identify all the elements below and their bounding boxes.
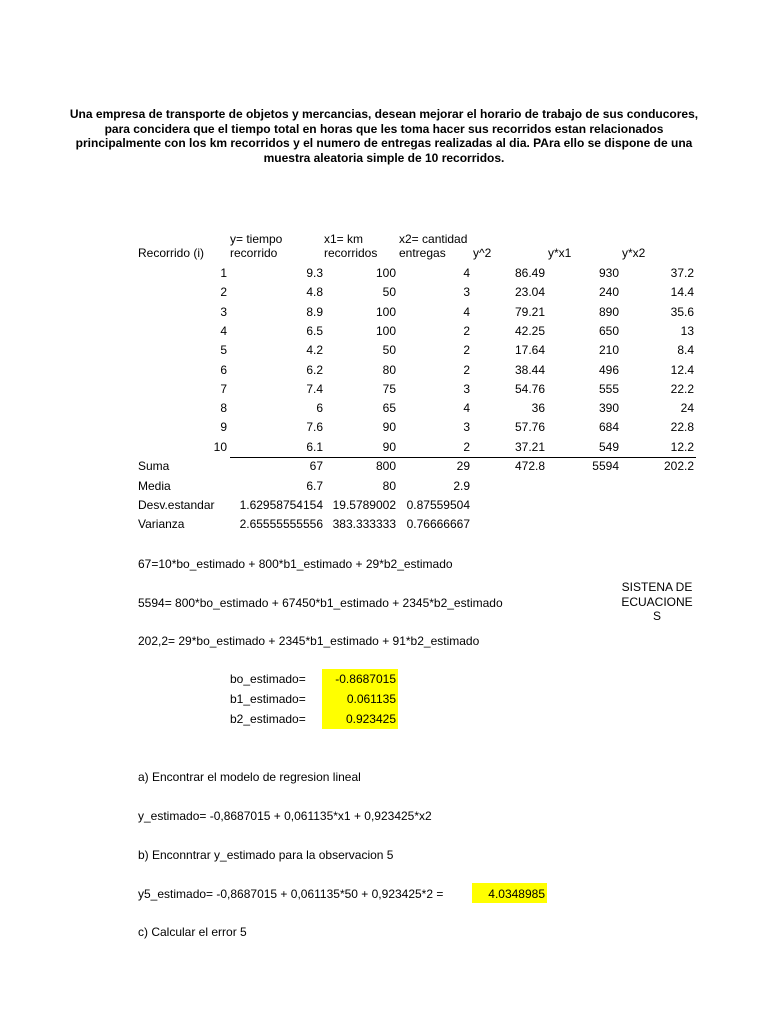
intro-line: principalmente con los km recorridos y el numero de entregas realizadas al dia. PAra ello se dispone de una [75,136,693,150]
row-y: 8.9 [306,304,323,319]
row-x1: 50 [382,285,396,300]
varianza-y: 2.65555555556 [239,517,323,531]
media-x1: 80 [382,479,396,493]
suma-yx1: 5594 [592,459,619,473]
suma-y2: 472.8 [514,459,545,473]
row-x2: 2 [463,343,470,358]
row-x2: 4 [463,401,470,416]
suma-x2: 29 [456,459,470,473]
row-yx2: 24 [680,401,694,416]
row-x2: 4 [463,304,470,319]
row-y2: 57.76 [514,420,545,435]
row-x1: 75 [382,381,396,396]
desv-x2: 0.87559504 [406,498,470,512]
row-yx1: 210 [598,343,619,358]
row-y: 9.3 [306,266,323,280]
row-index: 7 [220,381,227,396]
header-x2-line1: x2= cantidad [399,232,468,246]
row-y2: 42.25 [514,323,545,338]
part-a-model: y_estimado= -0,8687015 + 0,061135*x1 + 0,923425*x2 [138,809,432,823]
row-index: 1 [220,266,227,280]
row-yx2: 37.2 [670,266,694,280]
equation-2: 5594= 800*bo_estimado + 67450*b1_estimado + 2345*b2_estimado [138,596,503,610]
header-recorrido: Recorrido (i) [138,246,205,260]
varianza-x2: 0.76666667 [406,517,470,531]
row-yx2: 13 [680,323,694,338]
row-y: 6.5 [306,323,323,338]
row-index: 9 [220,420,227,435]
row-y: 6.1 [306,439,323,454]
row-y: 7.4 [306,381,323,396]
row-index: 8 [220,401,227,416]
desv-label: Desv.estandar [138,498,215,512]
desv-x1: 19.5789002 [332,498,396,512]
sistema-line: SISTENA DE [621,580,693,594]
row-y2: 79.21 [514,304,545,319]
sistema-line: S [652,609,661,623]
row-y2: 37.21 [514,439,545,454]
row-x2: 2 [463,323,470,338]
row-x2: 2 [463,362,470,377]
row-y: 4.2 [306,343,323,358]
header-y-line1: y= tiempo [230,232,283,246]
row-yx2: 14.4 [670,285,694,300]
row-yx1: 930 [598,266,619,280]
intro-line: para concidera que el tiempo total en horas que les toma hacer sus recorridos estan relacionados [104,121,664,136]
row-index: 2 [220,285,227,300]
suma-y: 67 [309,459,323,473]
sum-divider [230,457,696,458]
intro-line: Una empresa de transporte de objetos y mercancias, desean mejorar el horario de trabajo de sus conducores, [69,107,699,121]
row-x2: 2 [463,439,470,454]
row-yx2: 8.4 [677,343,694,358]
row-index: 6 [220,362,227,377]
header-yx2: y*x2 [622,246,646,260]
row-y2: 23.04 [514,285,545,300]
intro-paragraph [60,107,708,165]
row-yx1: 496 [598,362,619,377]
sistema-label [612,580,702,624]
row-yx1: 390 [598,401,619,416]
equation-3: 202,2= 29*bo_estimado + 2345*b1_estimado + 91*b2_estimado [138,634,480,648]
row-y2: 17.64 [514,343,545,358]
row-x1: 80 [382,362,396,377]
row-yx1: 890 [598,304,619,319]
media-label: Media [138,479,171,493]
header-x1 [324,232,377,260]
row-index: 4 [220,323,227,338]
b1-label: b1_estimado= [230,692,306,706]
suma-label: Suma [138,459,170,473]
row-index: 10 [213,439,227,454]
header-x1-line2: recorridos [324,246,378,260]
part-a-title: a) Encontrar el modelo de regresion lineal [138,770,361,784]
row-x2: 3 [463,285,470,300]
desv-y: 1.62958754154 [239,498,323,512]
sistema-line: ECUACIONE [621,594,693,609]
row-x1: 50 [382,343,396,358]
row-y: 4.8 [306,285,323,300]
row-x1: 100 [375,304,396,319]
suma-x1: 800 [375,459,396,473]
row-x1: 100 [375,323,396,338]
row-y: 6 [316,401,323,416]
b1-value: 0.061135 [346,692,396,706]
suma-yx2: 202.2 [663,459,694,473]
row-index: 5 [220,343,227,358]
row-x1: 65 [382,401,396,416]
row-index: 3 [220,304,227,319]
media-x2: 2.9 [453,479,470,493]
row-yx2: 12.4 [670,362,694,377]
header-y-line2: recorrido [230,246,278,260]
row-x2: 3 [463,381,470,396]
header-y2: y^2 [473,246,492,260]
varianza-x1: 383.333333 [332,517,396,531]
row-yx1: 549 [598,439,619,454]
part-b-result: 4.0348985 [488,887,545,901]
b2-value: 0.923425 [345,712,396,726]
header-x2 [399,232,467,260]
row-yx2: 12.2 [670,439,694,454]
part-b-title: b) Enconntrar y_estimado para la observacion 5 [138,848,394,862]
equation-1: 67=10*bo_estimado + 800*b1_estimado + 29*b2_estimado [138,557,453,571]
row-y2: 86.49 [514,266,545,280]
row-y: 7.6 [306,420,323,435]
header-x2-line2: entregas [399,246,446,260]
header-y [230,232,282,260]
b2-label: b2_estimado= [230,712,306,726]
row-x2: 4 [463,266,470,280]
part-c-title: c) Calcular el error 5 [138,925,247,939]
row-yx1: 684 [598,420,619,435]
row-y: 6.2 [306,362,323,377]
row-yx2: 35.6 [670,304,694,319]
row-y2: 54.76 [514,381,545,396]
b0-value: -0.8687015 [335,672,396,686]
intro-line: muestra aleatoria simple de 10 recorridos. [263,150,505,165]
row-x1: 100 [375,266,396,280]
b0-label: bo_estimado= [230,672,306,686]
row-x1: 90 [382,420,396,435]
row-y2: 38.44 [514,362,545,377]
row-x1: 90 [382,439,396,454]
row-y2: 36 [531,401,545,416]
header-x1-line1: x1= km [324,232,364,246]
row-x2: 3 [463,420,470,435]
row-yx2: 22.2 [670,381,694,396]
part-b-expr: y5_estimado= -0,8687015 + 0,061135*50 + 0,923425*2 = [138,887,444,901]
header-yx1: y*x1 [548,246,572,260]
row-yx1: 555 [598,381,619,396]
row-yx1: 650 [598,323,619,338]
row-yx1: 240 [598,285,619,300]
media-y: 6.7 [306,479,323,493]
row-yx2: 22.8 [670,420,694,435]
varianza-label: Varianza [138,517,185,531]
